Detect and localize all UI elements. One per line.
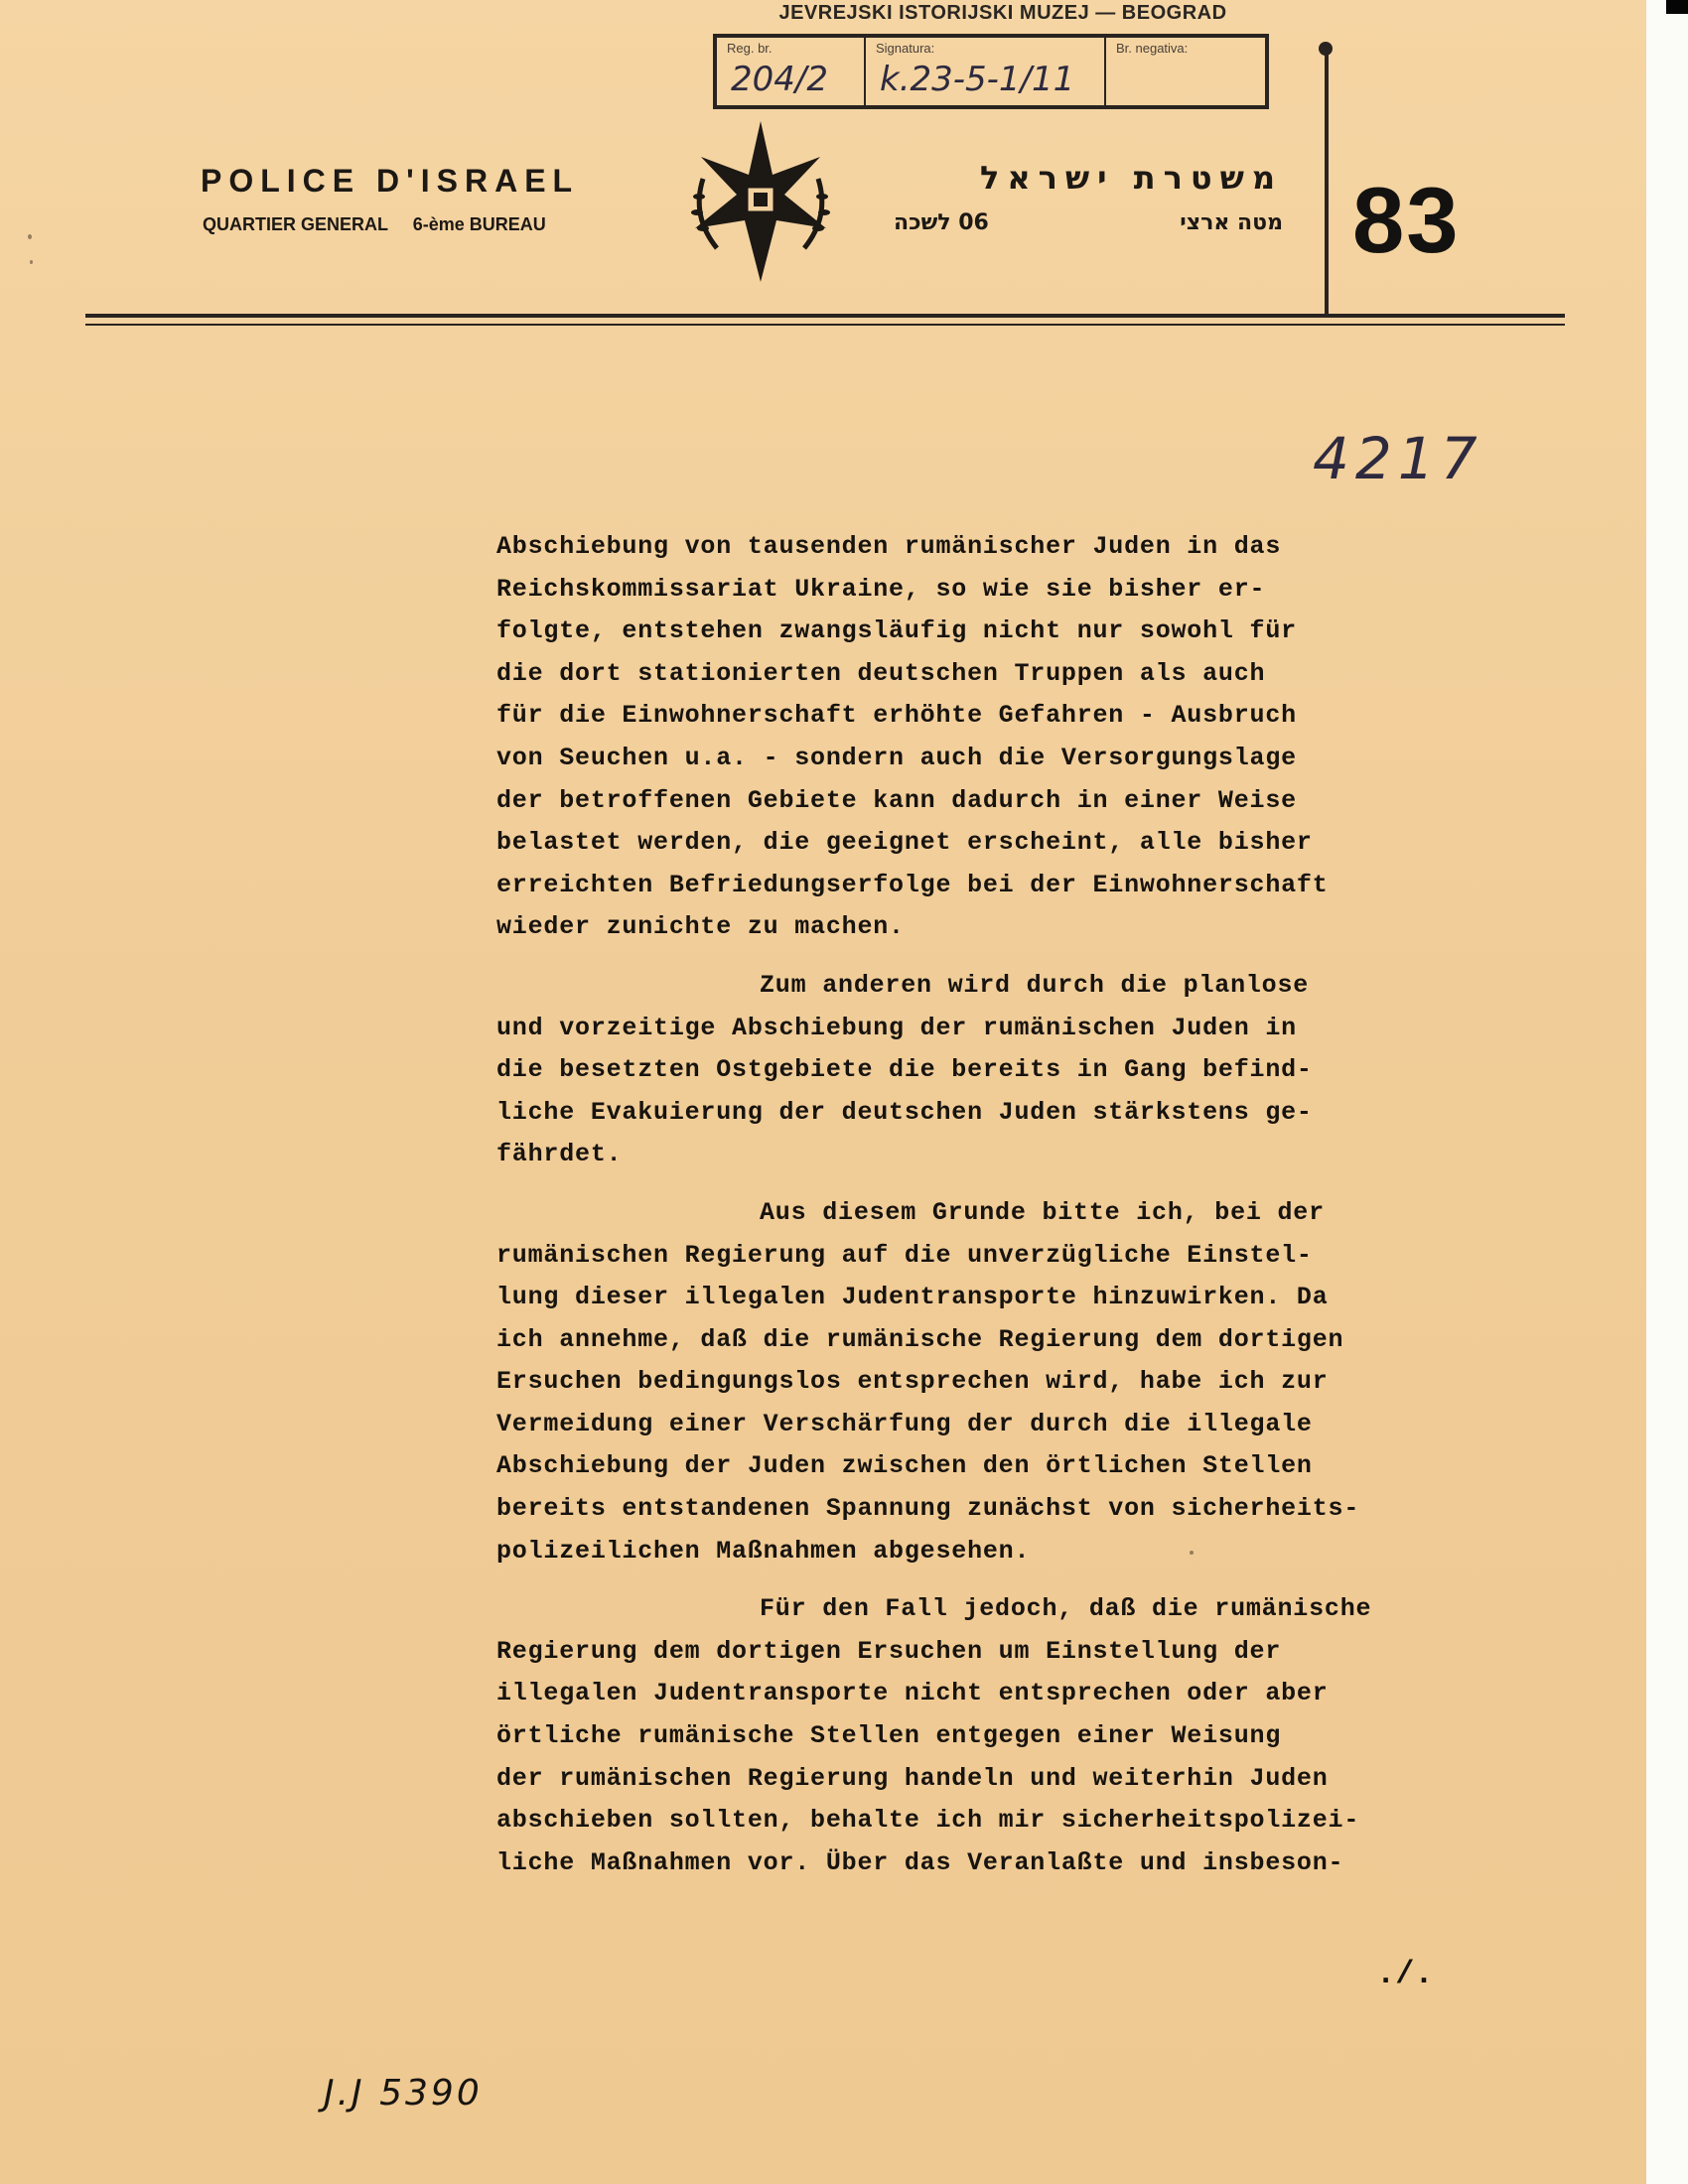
body-line: Ersuchen bedingungslos entsprechen wird, habe ich zur xyxy=(496,1367,1329,1397)
stamp-cell-negativ xyxy=(1106,38,1265,105)
stamp-cell-reg xyxy=(717,38,866,105)
body-line: erreichten Befriedungserfolge bei der Einwohnerschaft xyxy=(496,870,1329,899)
body-line: Abschiebung von tausenden rumänischer Juden in das xyxy=(496,532,1282,561)
paragraph-gap xyxy=(496,1572,1470,1588)
body-line: Vermeidung einer Verschärfung der durch die illegale xyxy=(496,1409,1313,1438)
archive-number: J.J 5390 xyxy=(324,2073,483,2114)
letterhead-hebrew-sub-left: 06 לשכה xyxy=(894,210,989,235)
letterhead-french-sub-left: QUARTIER GENERAL xyxy=(203,214,388,234)
stamp-negativ-label: Br. negativa: xyxy=(1116,41,1189,56)
stamp-reg-label: Reg. br. xyxy=(727,41,773,56)
stamp-cell-signatura xyxy=(866,38,1106,105)
body-line: ich annehme, daß die rumänische Regierung dem dortigen xyxy=(496,1324,1344,1354)
body-paragraph xyxy=(496,1192,1470,1572)
body-line: örtliche rumänische Stellen entgegen einer Weisung xyxy=(496,1721,1282,1751)
body-line: polizeilichen Maßnahmen abgesehen. xyxy=(496,1536,1031,1566)
continuation-mark: ./. xyxy=(1376,1956,1434,1992)
stamp-signatura-label: Signatura: xyxy=(876,41,935,56)
body-line: Abschiebung der Juden zwischen den örtlichen Stellen xyxy=(496,1451,1313,1481)
letterhead-divider-vertical xyxy=(1325,46,1329,318)
body-line: Zum anderen wird durch die planlose xyxy=(760,970,1310,1000)
letterhead-hebrew-title: משטרת ישראל xyxy=(979,159,1283,197)
letterhead-french-title: POLICE D'ISRAEL xyxy=(201,163,580,199)
body-line: illegalen Judentransporte nicht entsprechen oder aber xyxy=(496,1679,1329,1708)
handwritten-document-number: 4217 xyxy=(1313,425,1483,492)
body-line: abschieben sollten, behalte ich mir sicherheitspolizei- xyxy=(496,1806,1360,1836)
body-paragraph xyxy=(496,965,1470,1176)
body-line: liche Maßnahmen vor. Über das Veranlaßte und insbeson- xyxy=(496,1847,1344,1877)
body-line: bereits entstandenen Spannung zunächst von sicherheits- xyxy=(496,1494,1360,1524)
paragraph-gap xyxy=(496,1176,1470,1192)
body-line: und vorzeitige Abschiebung der rumänischen Juden in xyxy=(496,1013,1297,1042)
body-line: rumänischen Regierung auf die unverzügliche Einstel- xyxy=(496,1240,1313,1270)
body-line: für die Einwohnerschaft erhöhte Gefahren - Ausbruch xyxy=(496,701,1297,731)
scan-margin xyxy=(1646,0,1688,2184)
letterhead-divider-dot xyxy=(1319,42,1333,56)
scan-speck xyxy=(1190,1551,1194,1555)
letterhead-rule-thick xyxy=(85,314,1565,318)
paragraph-gap xyxy=(496,949,1470,965)
museum-stamp-box xyxy=(713,34,1269,109)
body-line: Reichskommissariat Ukraine, so wie sie bisher er- xyxy=(496,574,1266,604)
body-line: lung dieser illegalen Judentransporte hinzuwirken. Da xyxy=(496,1283,1329,1312)
body-line: folgte, entstehen zwangsläufig nicht nur sowohl für xyxy=(496,616,1297,646)
typewritten-body xyxy=(496,526,1470,1884)
letterhead-french-sub-right: 6-ème BUREAU xyxy=(412,214,546,234)
body-line: Aus diesem Grunde bitte ich, bei der xyxy=(760,1197,1325,1227)
body-line: die dort stationierten deutschen Truppen als auch xyxy=(496,658,1266,688)
scan-speck xyxy=(28,234,32,239)
body-paragraph xyxy=(496,526,1470,949)
body-line: fährdet. xyxy=(496,1140,623,1169)
scan-speck xyxy=(30,260,33,264)
stamp-reg-value: 204/2 xyxy=(731,60,828,99)
body-line: von Seuchen u.a. - sondern auch die Versorgungslage xyxy=(496,743,1297,772)
museum-stamp-title: JEVREJSKI ISTORIJSKI MUZEJ — BEOGRAD xyxy=(778,2,1227,24)
page-number: 83 xyxy=(1352,168,1461,272)
body-line: der rumänischen Regierung handeln und weiterhin Juden xyxy=(496,1763,1329,1793)
police-emblem-icon xyxy=(681,117,840,286)
stamp-signatura-value: k.23-5-1/11 xyxy=(880,60,1075,99)
scan-corner xyxy=(1666,0,1688,14)
body-line: liche Evakuierung der deutschen Juden stärkstens ge- xyxy=(496,1097,1313,1127)
letterhead-hebrew-sub-right: מטה ארצי xyxy=(1180,210,1283,235)
body-line: wieder zunichte zu machen. xyxy=(496,912,905,942)
body-line: die besetzten Ostgebiete die bereits in Gang befind- xyxy=(496,1055,1313,1085)
letterhead-rule-thin xyxy=(85,324,1565,326)
body-line: der betroffenen Gebiete kann dadurch in einer Weise xyxy=(496,785,1297,815)
body-line: belastet werden, die geeignet erscheint, alle bisher xyxy=(496,828,1313,858)
body-line: Für den Fall jedoch, daß die rumänische xyxy=(760,1594,1372,1624)
body-line: Regierung dem dortigen Ersuchen um Einstellung der xyxy=(496,1636,1282,1666)
letterhead-french-subtitle xyxy=(203,214,546,235)
body-paragraph xyxy=(496,1588,1470,1884)
